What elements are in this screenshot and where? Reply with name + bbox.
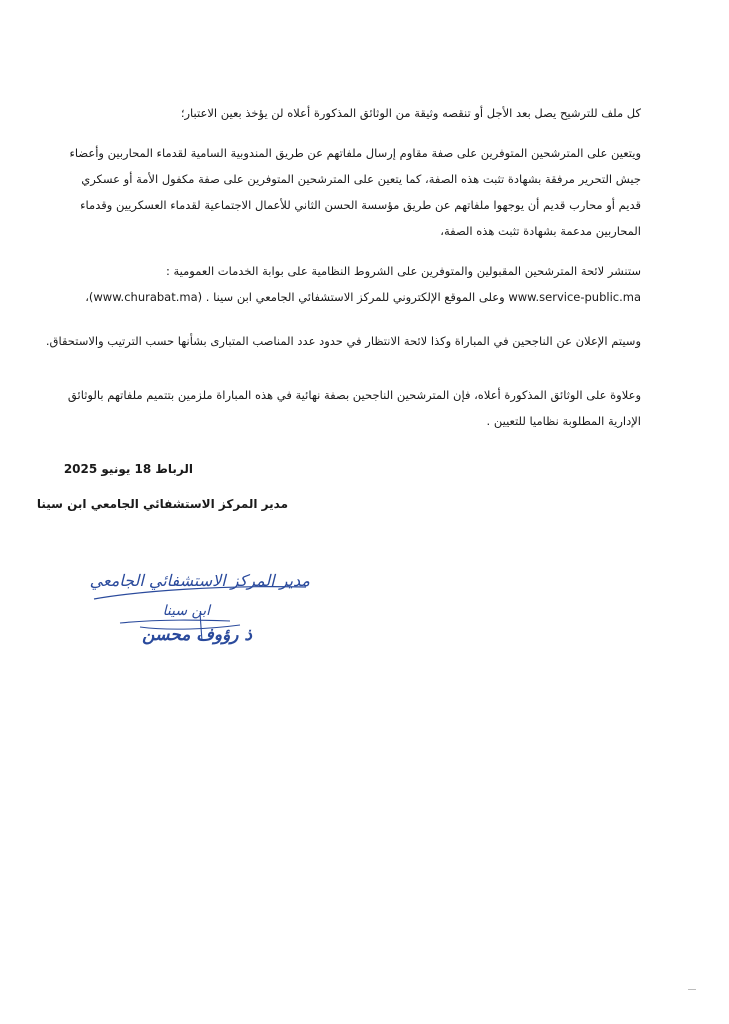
text-line: وعلاوة على الوثائق المذكورة أعلاه، فإن المترشحين الناجحين بصفة نهائية في هذه المباراة ملزمين بتتميم ملفاتهم بالوثائق (67, 388, 641, 402)
text-line: قديم أو محارب قديم أن يوجهوا ملفاتهم عن طريق مؤسسة الحسن الثاني للأعمال الاجتماعية لقدماء العسكريين وقدماء (80, 198, 641, 212)
text-segment: ، (85, 290, 89, 304)
text-segment: وعلى الموقع الإلكتروني للمركز الاستشفائي الجامعي ابن سينا . (202, 290, 509, 304)
paragraph-veterans-requirements (61, 140, 641, 244)
text-line: جيش التحرير مرفقة بشهادة تثبت هذه الصفة، كما يتعين على المترشحين المتوفرين على صفة مكفول الأمة أو عسكري (81, 172, 641, 186)
signature-line: ابن سينا (162, 603, 210, 619)
text-line: المحاربين مدعمة بشهادة تثبت هذه الصفة، (440, 224, 641, 238)
handwritten-signature (80, 565, 320, 675)
paragraph-final-documents (61, 382, 641, 434)
paragraph-publication-notice (61, 258, 641, 310)
signature-line: مدير المركز الاستشفائي الجامعي (89, 571, 310, 590)
text-line: ويتعين على المترشحين المتوفرين على صفة مقاوم إرسال ملفاتهم عن طريق المندوبية السامية لقدماء المحاربين وأعضاء (69, 146, 641, 160)
text-line-with-links (61, 284, 641, 310)
paragraph-deadline-notice (61, 100, 641, 126)
text-line: الإدارية المطلوبة نظاميا للتعيين . (486, 414, 641, 428)
text-line: وسيتم الإعلان عن الناجحين في المباراة وكذا لائحة الانتظار في حدود عدد المناصب المتبارى بشأنها حسب الترتيب والاستحقاق. (45, 334, 641, 348)
paragraph-results-announcement (45, 328, 641, 354)
text-line: ستنشر لائحة المترشحين المقبولين والمتوفرين على الشروط النظامية على بوابة الخدمات العمومية : (165, 264, 641, 278)
director-title: مدير المركز الاستشفائي الجامعي ابن سينا (36, 497, 288, 511)
churabat-url: (www.churabat.ma) (88, 290, 203, 304)
text-line: كل ملف للترشيح يصل بعد الأجل أو تنقصه وثيقة من الوثائق المذكورة أعلاه لن يؤخذ بعين الاعتبار؛ (180, 106, 641, 120)
signature-name: ذ رؤوف محسن (142, 625, 252, 645)
letter-date: الرباط 18 يونيو 2025 (63, 462, 193, 476)
scan-mark (688, 989, 696, 990)
service-public-url: www.service-public.ma (508, 290, 641, 304)
